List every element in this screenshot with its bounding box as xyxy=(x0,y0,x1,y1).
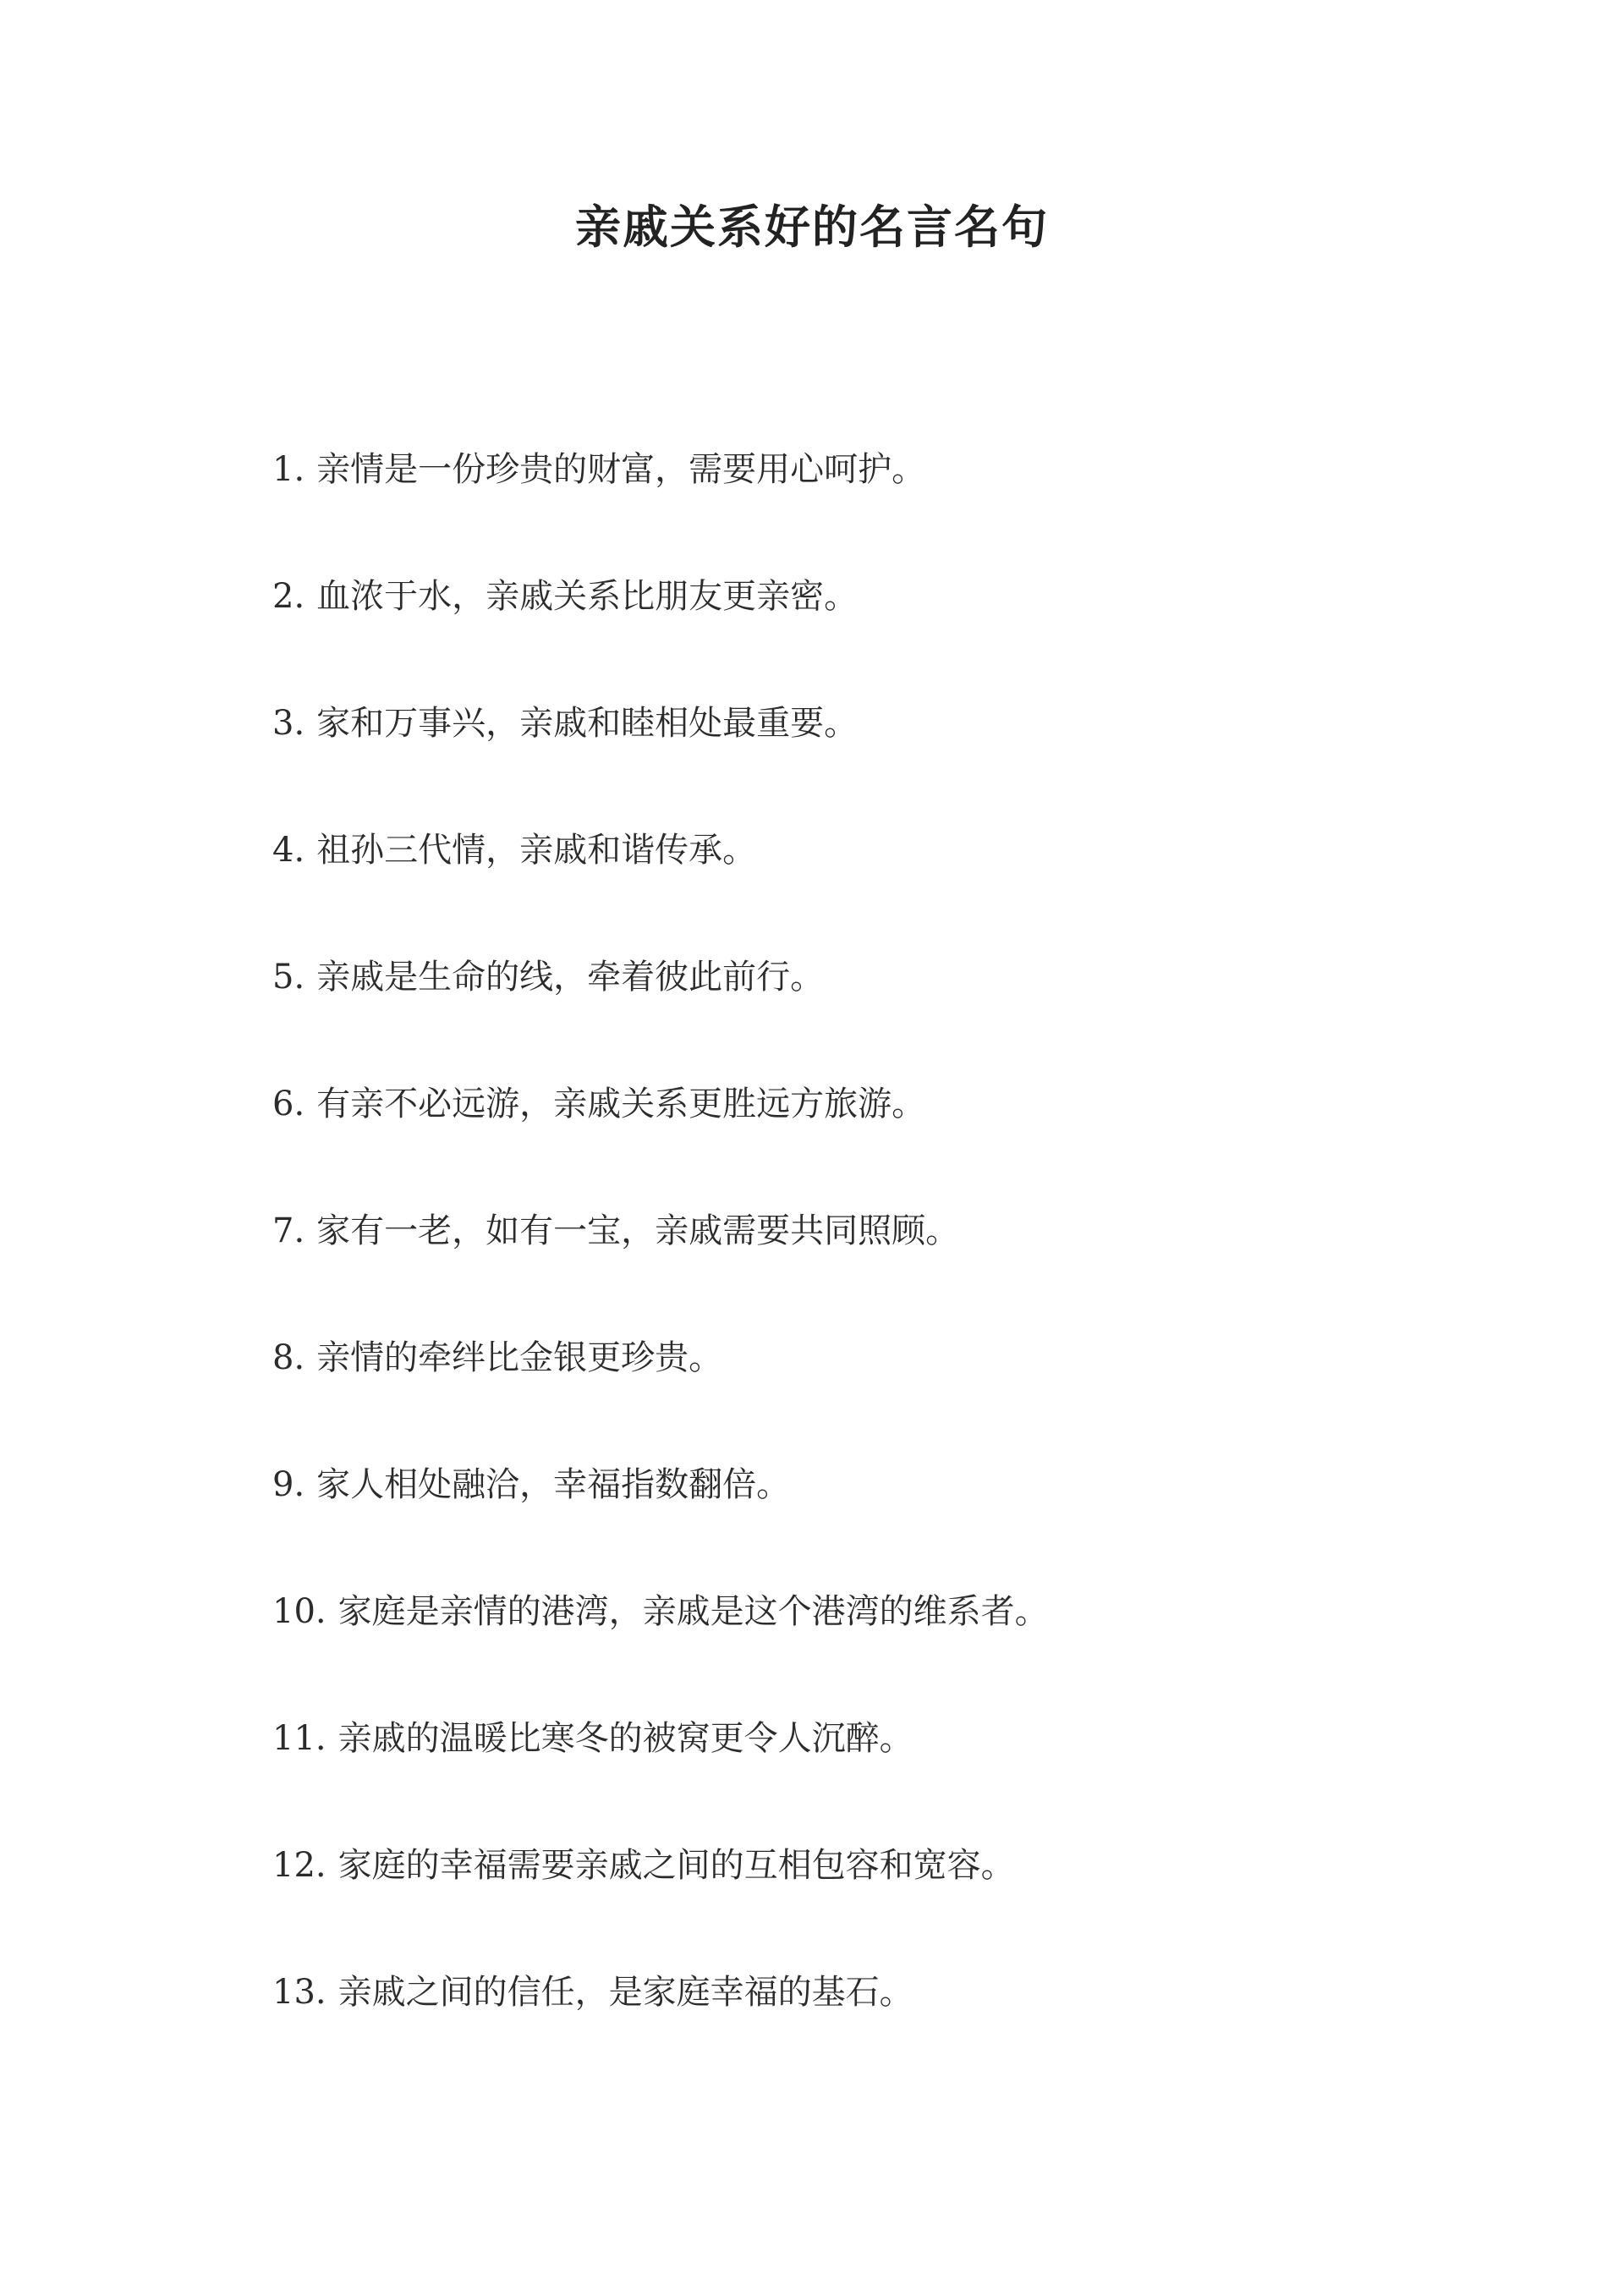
item-number: 4. xyxy=(272,831,305,870)
item-number: 9. xyxy=(272,1465,305,1504)
list-item xyxy=(272,939,1541,1066)
item-number: 11. xyxy=(272,1719,326,1758)
item-number: 10. xyxy=(272,1592,326,1631)
list-item xyxy=(272,1320,1541,1447)
quote-text: 亲情的牵绊比金银更珍贵。 xyxy=(316,1338,723,1377)
page-title: 亲戚关系好的名言名句 xyxy=(575,200,1049,254)
item-number: 13. xyxy=(272,1973,326,2012)
quote-text: 亲情是一份珍贵的财富，需要用心呵护。 xyxy=(316,450,926,489)
list-item xyxy=(272,558,1541,685)
quote-text: 亲戚之间的信任，是家庭幸福的基石。 xyxy=(337,1973,914,2012)
quote-text: 家庭是亲情的港湾，亲戚是这个港湾的维系者。 xyxy=(337,1592,1049,1631)
list-item xyxy=(272,1574,1541,1700)
quote-text: 血浓于水，亲戚关系比朋友更亲密。 xyxy=(316,577,859,616)
item-number: 1. xyxy=(272,450,305,489)
item-number: 2. xyxy=(272,577,305,616)
quote-text: 有亲不必远游，亲戚关系更胜远方旅游。 xyxy=(316,1085,926,1123)
list-item xyxy=(272,1193,1541,1320)
list-item xyxy=(272,812,1541,939)
list-item xyxy=(272,1066,1541,1193)
item-number: 8. xyxy=(272,1338,305,1377)
item-number: 3. xyxy=(272,704,305,743)
quote-text: 祖孙三代情，亲戚和谐传承。 xyxy=(316,831,757,870)
list-item xyxy=(272,1700,1541,1827)
list-item xyxy=(272,1827,1541,1954)
quote-text: 家和万事兴，亲戚和睦相处最重要。 xyxy=(316,704,859,743)
quote-text: 家人相处融洽，幸福指数翻倍。 xyxy=(316,1465,791,1504)
quote-text: 亲戚是生命的线，牵着彼此前行。 xyxy=(316,958,825,997)
item-number: 6. xyxy=(272,1085,305,1123)
list-item xyxy=(272,1447,1541,1574)
item-number: 7. xyxy=(272,1211,305,1250)
quote-text: 家有一老，如有一宝，亲戚需要共同照顾。 xyxy=(316,1211,960,1250)
list-item xyxy=(272,685,1541,812)
list-item xyxy=(272,431,1541,558)
quote-list xyxy=(272,431,1541,2081)
quote-text: 亲戚的温暖比寒冬的被窝更令人沉醉。 xyxy=(337,1719,914,1758)
quote-text: 家庭的幸福需要亲戚之间的互相包容和宽容。 xyxy=(337,1846,1015,1885)
item-number: 12. xyxy=(272,1846,326,1885)
list-item xyxy=(272,1954,1541,2081)
item-number: 5. xyxy=(272,958,305,997)
